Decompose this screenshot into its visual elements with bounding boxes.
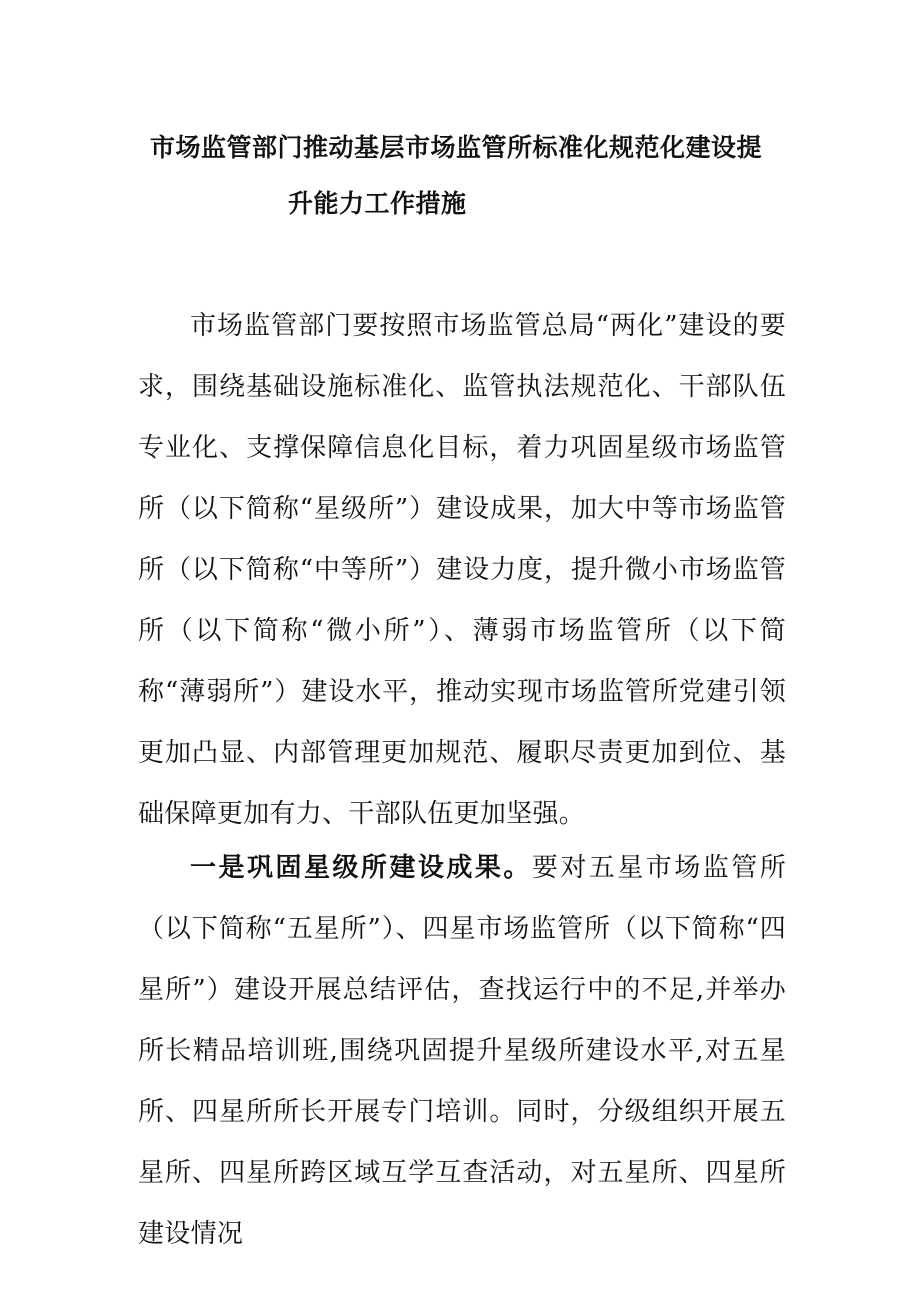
paragraph-text: 要对五星市场监管所（以下简称“五星所”）、四星市场监管所（以下简称“四星所”）建设开展总结评估，查找运行中的不足,并举办所长精品培训班,围绕巩固提升星级所建设水平,对五星所、四星所所长开展专门培训。同时，分级组织开展五星所、四星所跨区域互学互查活动，对五星所、四星所建设情况 xyxy=(138,853,787,1249)
paragraph-measure-1 xyxy=(138,838,786,1265)
document-title xyxy=(110,120,810,232)
title-line-2: 升能力工作措施 xyxy=(288,189,467,218)
paragraph-intro: 市场监管部门要按照市场监管总局“两化”建设的要求，围绕基础设施标准化、监管执法规范化、干部队伍专业化、支撑保障信息化目标，着力巩固星级市场监管所（以下简称“星级所”）建设成果，加大中等市场监管所（以下简称“中等所”）建设力度，提升微小市场监管所（以下简称“微小所”）、薄弱市场监管所（以下简称“薄弱所”）建设水平，推动实现市场监管所党建引领更加凸显、内部管理更加规范、履职尽责更加到位、基础保障更加有力、干部队伍更加坚强。 xyxy=(138,311,786,829)
paragraph-lead: 一是巩固星级所建设成果。 xyxy=(190,853,532,883)
title-line-1: 市场监管部门推动基层市场监管所标准化规范化建设提 xyxy=(150,133,763,162)
